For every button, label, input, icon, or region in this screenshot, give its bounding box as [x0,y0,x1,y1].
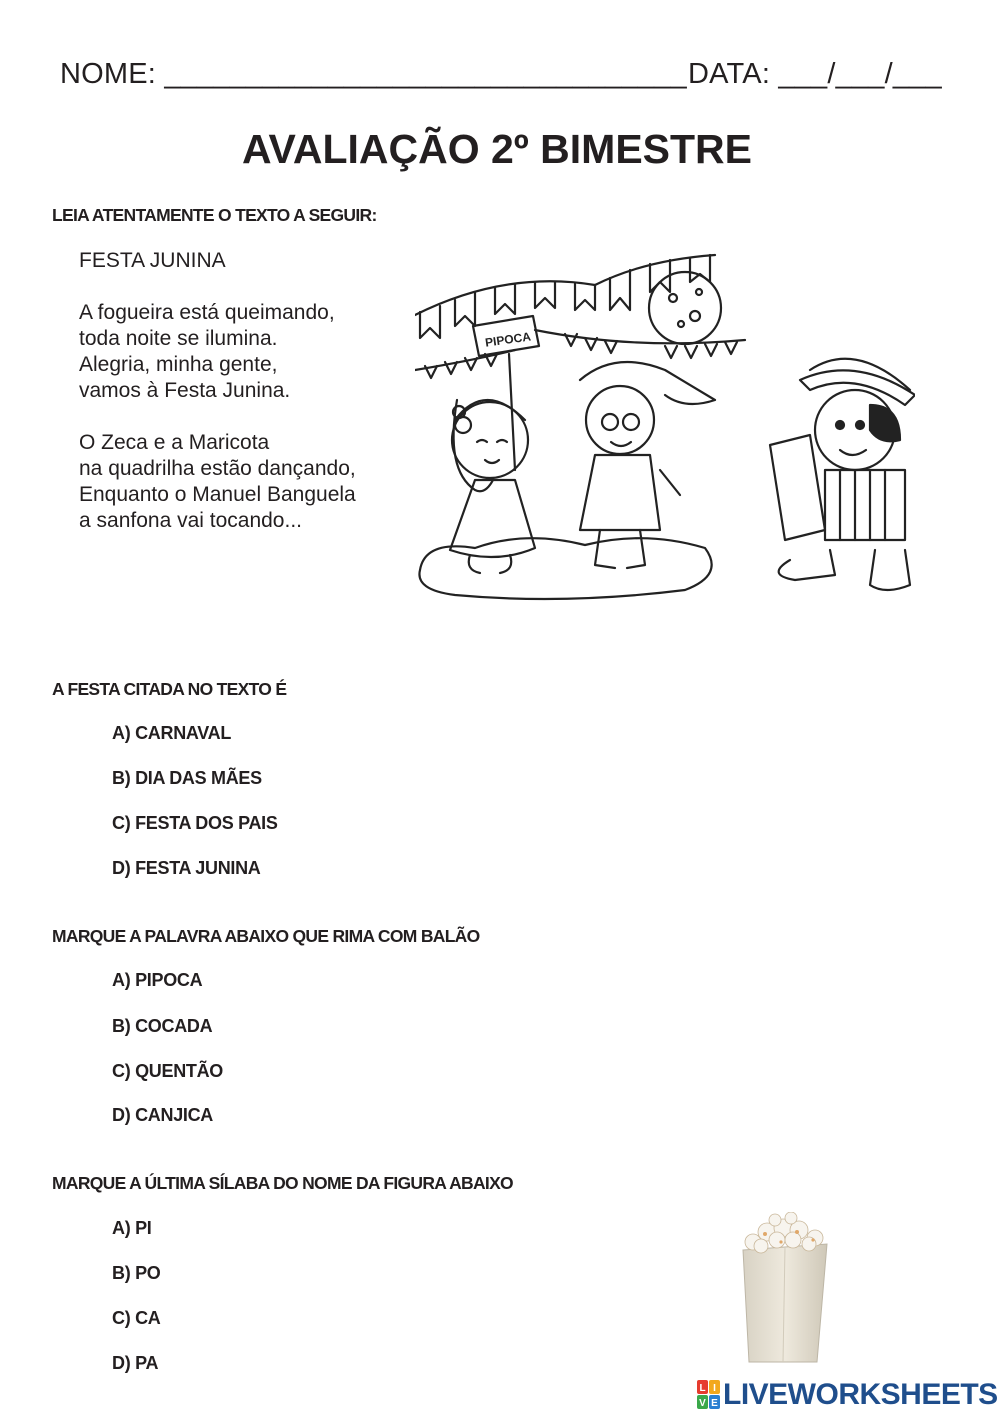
poem-line: a sanfona vai tocando... [79,509,302,532]
svg-text:I: I [713,1383,716,1394]
liveworksheets-wordmark: LIVEWORKSHEETS [723,1378,998,1411]
question-2-option-a[interactable]: A) PIPOCA [112,970,203,990]
poem-line: A fogueira está queimando, [79,301,335,324]
festa-junina-illustration [415,230,915,610]
popcorn-bag-image [735,1212,835,1367]
poem-line: Alegria, minha gente, [79,353,278,376]
pipoca-sign: PIPOCA [484,329,532,350]
poem-line: na quadrilha estão dançando, [79,457,356,480]
question-3-prompt: MARQUE A ÚLTIMA SÍLABA DO NOME DA FIGURA ABAIXO [52,1173,513,1193]
poem-line: O Zeca e a Maricota [79,431,270,454]
liveworksheets-badge-icon [697,1380,721,1412]
question-3-option-a[interactable]: A) PI [112,1218,152,1238]
question-1-option-a[interactable]: A) CARNAVAL [112,723,232,743]
svg-text:V: V [699,1398,706,1409]
question-3-option-d[interactable]: D) PA [112,1353,159,1373]
question-1-option-c[interactable]: C) FESTA DOS PAIS [112,813,278,833]
question-3-option-b[interactable]: B) PO [112,1263,161,1283]
poem-text [79,248,356,534]
page-title: AVALIAÇÃO 2º BIMESTRE [241,126,753,172]
reading-instruction: LEIA ATENTAMENTE O TEXTO A SEGUIR: [52,205,377,225]
poem-title: FESTA JUNINA [79,249,226,272]
poem-line: toda noite se ilumina. [79,327,278,350]
name-field-line: NOME: ________________________________ [60,58,687,90]
question-3-option-c[interactable]: C) CA [112,1308,161,1328]
question-1-option-b[interactable]: B) DIA DAS MÃES [112,768,262,788]
question-2-prompt: MARQUE A PALAVRA ABAIXO QUE RIMA COM BALÃO [52,926,480,946]
poem-line: vamos à Festa Junina. [79,379,291,402]
question-1-prompt: A FESTA CITADA NO TEXTO É [52,679,287,699]
question-2-option-d[interactable]: D) CANJICA [112,1105,214,1125]
svg-text:E: E [711,1398,718,1409]
question-2-option-b[interactable]: B) COCADA [112,1016,213,1036]
poem-line: Enquanto o Manuel Banguela [79,483,356,506]
svg-text:L: L [699,1383,706,1394]
question-1-option-d[interactable]: D) FESTA JUNINA [112,858,261,878]
question-2-option-c[interactable]: C) QUENTÃO [112,1061,223,1081]
date-field-line: DATA: ___/___/___ [688,58,942,90]
